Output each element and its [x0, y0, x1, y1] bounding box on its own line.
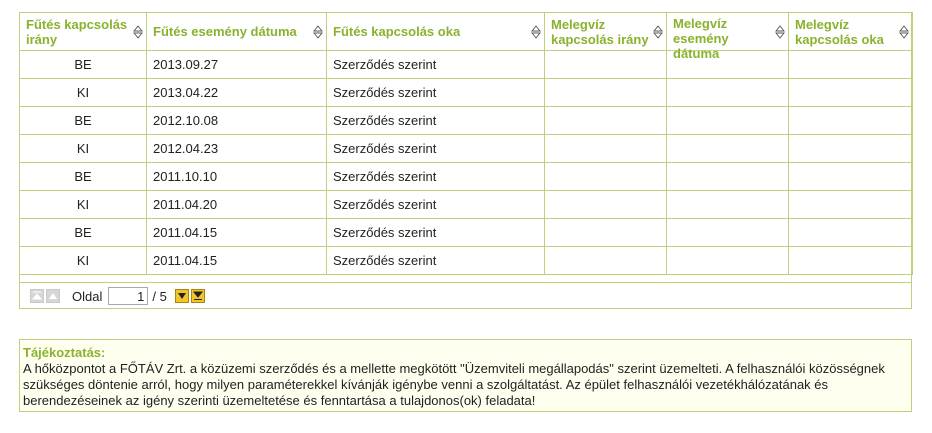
info-title: Tájékoztatás:	[23, 345, 106, 360]
cell-hotwater-date	[667, 107, 789, 135]
cell-heating-direction: KI	[20, 191, 147, 219]
cell-hotwater-direction	[545, 107, 667, 135]
cell-hotwater-date	[667, 79, 789, 107]
cell-heating-direction: KI	[20, 79, 147, 107]
cell-hotwater-direction	[545, 135, 667, 163]
table-row[interactable]	[20, 163, 913, 191]
sort-icon[interactable]	[134, 26, 142, 38]
last-page-button[interactable]	[191, 289, 205, 303]
cell-heating-date: 2011.04.15	[147, 219, 327, 247]
cell-heating-date: 2013.09.27	[147, 51, 327, 79]
col-header-label: Melegvíz kapcsolás irány	[551, 16, 649, 47]
col-header-hotwater-date[interactable]	[667, 13, 789, 61]
prev-page-icon	[48, 291, 58, 301]
col-header-hotwater-reason[interactable]	[789, 13, 913, 51]
cell-heating-date: 2012.04.23	[147, 135, 327, 163]
cell-heating-direction: BE	[20, 163, 147, 191]
cell-hotwater-reason	[789, 107, 913, 135]
sort-icon[interactable]	[532, 26, 540, 38]
cell-heating-direction: KI	[20, 135, 147, 163]
cell-hotwater-reason	[789, 135, 913, 163]
sort-icon[interactable]	[314, 26, 322, 38]
next-page-button[interactable]	[175, 289, 189, 303]
first-page-icon	[32, 291, 42, 301]
cell-heating-direction: KI	[20, 247, 147, 275]
info-text: A hőközpontot a FŐTÁV Zrt. a közüzemi szerződés és a mellette megkötött "Üzemviteli megállapodás" szerint üzemelteti. A felhasználói közösségnek szükséges döntenie arról, hogy milyen paraméterekkel kívánják igénybe venni a szolgáltatást. Az épület felhasználói vezetékhálózatának és berendezéseinek az igény szerinti üzemeltetése és fenntartása a tulajdonos(ok) feladata!	[23, 361, 885, 408]
cell-hotwater-date	[667, 247, 789, 275]
heating-events-grid	[19, 12, 912, 309]
table-row[interactable]	[20, 135, 913, 163]
cell-hotwater-direction	[545, 191, 667, 219]
cell-hotwater-date	[667, 219, 789, 247]
table-row[interactable]	[20, 79, 913, 107]
page-total: / 5	[152, 288, 167, 304]
col-header-label: Fűtés kapcsolás irány	[26, 16, 128, 47]
cell-hotwater-direction	[545, 219, 667, 247]
cell-hotwater-direction	[545, 79, 667, 107]
cell-hotwater-reason	[789, 163, 913, 191]
page-label: Oldal	[72, 288, 103, 304]
sort-icon[interactable]	[654, 26, 662, 38]
cell-hotwater-date	[667, 163, 789, 191]
table-body	[20, 51, 913, 275]
cell-hotwater-reason	[789, 219, 913, 247]
table-row[interactable]	[20, 191, 913, 219]
cell-heating-direction: BE	[20, 219, 147, 247]
cell-heating-reason: Szerződés szerint	[327, 163, 545, 191]
cell-heating-date: 2013.04.22	[147, 79, 327, 107]
col-header-hotwater-direction[interactable]	[545, 13, 667, 51]
cell-hotwater-reason	[789, 51, 913, 79]
table-row[interactable]	[20, 247, 913, 275]
col-header-label: Fűtés esemény dátuma	[153, 24, 297, 39]
cell-hotwater-reason	[789, 191, 913, 219]
cell-heating-reason: Szerződés szerint	[327, 51, 545, 79]
table-header-row	[20, 13, 913, 51]
cell-hotwater-date	[667, 191, 789, 219]
col-header-heating-date[interactable]	[147, 13, 327, 51]
col-header-heating-reason[interactable]	[327, 13, 545, 51]
cell-heating-direction: BE	[20, 51, 147, 79]
last-page-icon	[193, 291, 203, 301]
table-row[interactable]	[20, 51, 913, 79]
col-header-label: Melegvíz esemény dátuma	[673, 15, 729, 61]
cell-hotwater-direction	[545, 247, 667, 275]
events-table	[19, 12, 913, 275]
cell-heating-reason: Szerződés szerint	[327, 79, 545, 107]
cell-heating-direction: BE	[20, 107, 147, 135]
cell-hotwater-direction	[545, 163, 667, 191]
sort-icon[interactable]	[900, 26, 908, 38]
cell-heating-reason: Szerződés szerint	[327, 219, 545, 247]
cell-heating-reason: Szerződés szerint	[327, 191, 545, 219]
cell-heating-date: 2011.10.10	[147, 163, 327, 191]
cell-hotwater-reason	[789, 79, 913, 107]
cell-hotwater-reason	[789, 247, 913, 275]
pagination-bar	[20, 282, 911, 309]
first-page-button[interactable]	[30, 289, 44, 303]
cell-heating-date: 2011.04.20	[147, 191, 327, 219]
table-row[interactable]	[20, 107, 913, 135]
cell-hotwater-date	[667, 135, 789, 163]
prev-page-button[interactable]	[46, 289, 60, 303]
cell-heating-reason: Szerződés szerint	[327, 107, 545, 135]
col-header-heating-direction[interactable]	[20, 13, 147, 51]
cell-heating-reason: Szerződés szerint	[327, 135, 545, 163]
info-panel	[19, 339, 912, 412]
col-header-label: Melegvíz kapcsolás oka	[795, 16, 884, 47]
cell-heating-date: 2012.10.08	[147, 107, 327, 135]
page-number-input[interactable]	[108, 287, 148, 305]
col-header-label: Fűtés kapcsolás oka	[333, 24, 461, 39]
cell-hotwater-direction	[545, 51, 667, 79]
cell-heating-reason: Szerződés szerint	[327, 247, 545, 275]
sort-icon[interactable]	[776, 26, 784, 38]
next-page-icon	[177, 291, 187, 301]
table-row[interactable]	[20, 219, 913, 247]
cell-heating-date: 2011.04.15	[147, 247, 327, 275]
